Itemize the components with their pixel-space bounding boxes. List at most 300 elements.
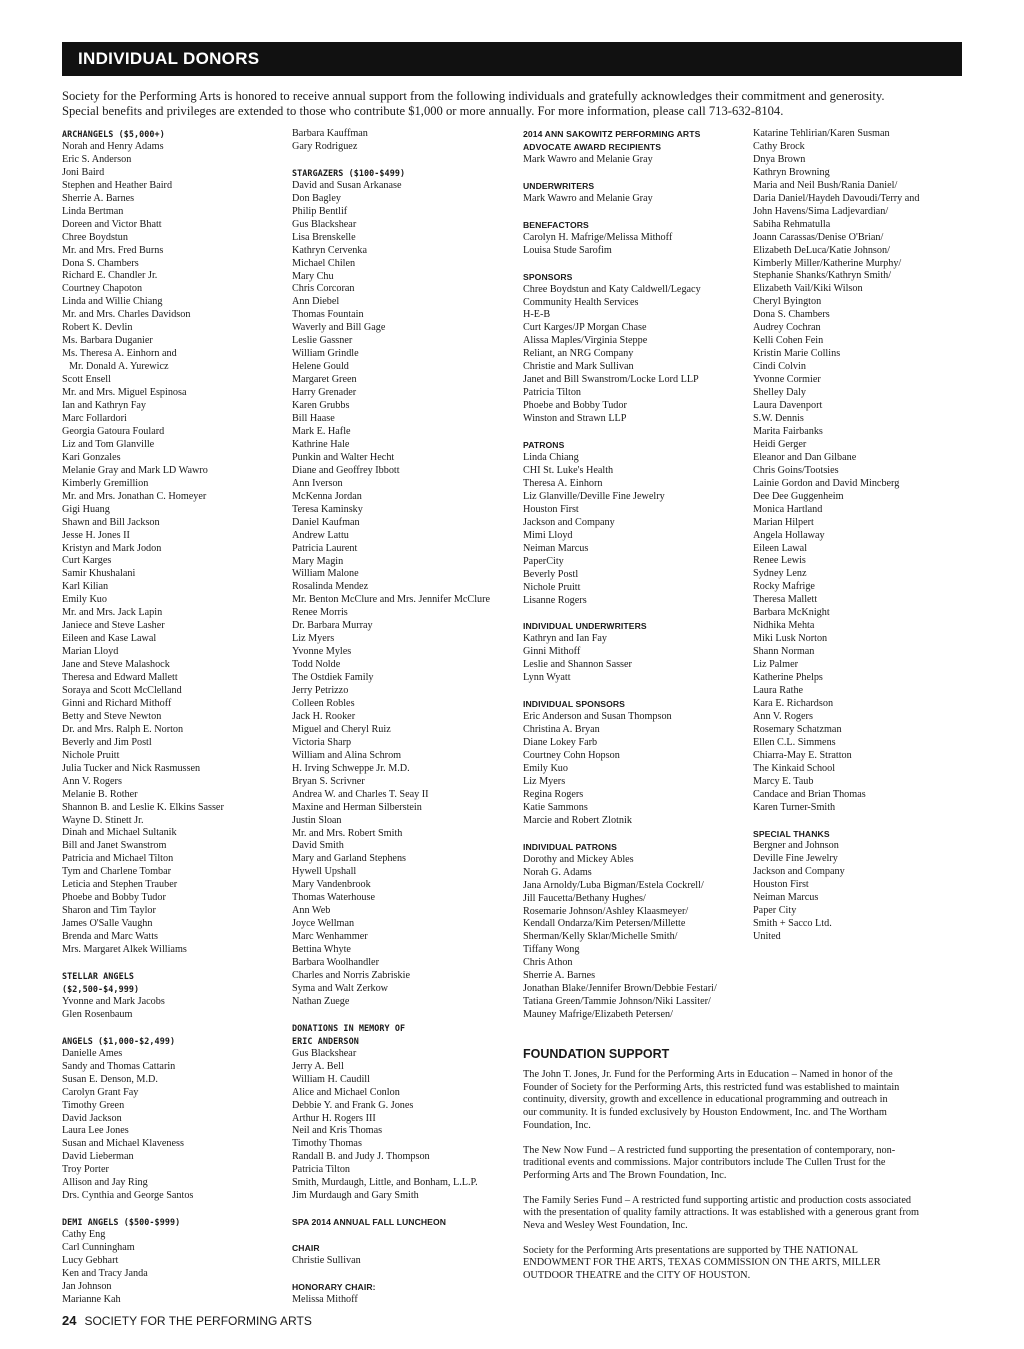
donor-name: Margaret Green (292, 374, 357, 386)
donor-name: Punkin and Walter Hecht (292, 451, 395, 463)
donor-name: Smith, Murdaugh, Little, and Bonham, L.L.P. (292, 1177, 478, 1189)
donor-name: Don Bagley (292, 192, 341, 204)
donor-name: Betty and Steve Newton (62, 710, 162, 722)
donor-name: Christie Sullivan (292, 1255, 361, 1267)
donor-name: Kimberly Gremillion (62, 477, 149, 489)
donor-name: Neiman Marcus (753, 892, 819, 904)
donor-column-2 (292, 128, 514, 1307)
paragraph-line: ENDOWMENT FOR THE ARTS, TEXAS COMMISSION ON THE ARTS, MILLER (523, 1257, 881, 1269)
donor-name: Syma and Walt Zerkow (292, 982, 389, 994)
donor-name: Andrea W. and Charles T. Seay II (292, 788, 429, 800)
donor-name: Dr. and Mrs. Ralph E. Norton (62, 723, 184, 735)
foundation-paragraph (523, 1069, 963, 1133)
donor-name: Debbie Y. and Frank G. Jones (292, 1099, 414, 1111)
section-heading: STELLAR ANGELS (62, 971, 134, 981)
donor-name: Jerry A. Bell (292, 1060, 344, 1072)
donor-name: Bergner and Johnson (753, 840, 839, 852)
donor-name: Leslie Gassner (292, 335, 353, 347)
donor-name: Scott Ensell (62, 374, 111, 386)
section-heading: ARCHANGELS ($5,000+) (62, 129, 165, 139)
donor-name: Carolyn H. Mafrige/Melissa Mithoff (523, 231, 673, 243)
donor-name: James O'Salle Vaughn (62, 918, 153, 930)
donor-name: William Malone (292, 568, 359, 580)
donor-name: The Ostdiek Family (292, 672, 374, 684)
donor-name: Phoebe and Bobby Tudor (523, 400, 627, 412)
section-heading: PATRONS (523, 440, 565, 451)
donor-name: Todd Nolde (292, 659, 341, 671)
donor-name: Ken and Tracy Janda (62, 1268, 148, 1280)
donor-name: Bill Haase (292, 413, 335, 425)
donor-name: Victoria Sharp (292, 736, 352, 748)
donor-name: Ann V. Rogers (753, 710, 813, 722)
donor-name: Kari Gonzales (62, 451, 121, 463)
donor-name: Ann Web (292, 905, 331, 917)
donor-name: The Kinkaid School (753, 762, 836, 774)
section-heading: ANGELS ($1,000-$2,499) (62, 1035, 176, 1046)
donor-name: Carl Cunningham (62, 1242, 135, 1254)
donor-name: Kathryn and Ian Fay (523, 633, 608, 645)
donor-name: Linda Bertman (62, 205, 124, 217)
donor-name: Mr. and Mrs. Jonathan C. Homeyer (62, 490, 207, 502)
donor-name: David Smith (292, 840, 344, 852)
donor-name: Jana Arnoldy/Luba Bigman/Estela Cockrell/ (523, 879, 704, 891)
foundation-paragraphs (523, 1069, 963, 1283)
donor-name: Gus Blackshear (292, 1047, 357, 1059)
donor-name: Susan E. Denson, M.D. (62, 1073, 158, 1085)
donor-name: Ellen C.L. Simmens (753, 736, 836, 748)
donor-name: Samir Khushalani (62, 568, 136, 580)
section-heading: ($2,500-$4,999) (62, 983, 140, 994)
donor-name: Lynn Wyatt (523, 672, 571, 684)
donor-section (523, 439, 745, 607)
foundation-support (523, 1046, 963, 1295)
donor-name: Beverly Postl (523, 568, 579, 580)
donor-name: Gus Blackshear (292, 218, 357, 230)
donor-name: Daria Daniel/Haydeh Davoudi/Terry and (753, 192, 920, 204)
donor-name: Neiman Marcus (523, 542, 589, 554)
donor-name: Nathan Zuege (292, 995, 350, 1007)
donor-name: Sherrie A. Barnes (62, 192, 135, 204)
donor-name: PaperCity (523, 555, 564, 567)
donor-name: Sydney Lenz (753, 568, 807, 580)
donor-name: Leticia and Stephen Trauber (62, 879, 178, 891)
donor-name: Deville Fine Jewelry (753, 853, 838, 865)
donor-section (523, 219, 745, 258)
section-heading: SPECIAL THANKS (753, 828, 830, 839)
donor-name: Melissa Mithoff (292, 1294, 358, 1306)
donor-name: Dnya Brown (753, 153, 806, 165)
donor-name: Rocky Mafrige (753, 581, 815, 593)
donor-name: Melanie B. Rother (62, 788, 138, 800)
donor-section (292, 1281, 514, 1307)
section-heading: STARGAZERS ($100-$499) (292, 167, 406, 178)
donor-name: Cathy Eng (62, 1229, 106, 1241)
donor-name: Andrew Lattu (292, 529, 349, 541)
donor-name: Kathryn Cervenka (292, 244, 367, 256)
section-heading: 2014 ANN SAKOWITZ PERFORMING ARTS (523, 129, 701, 139)
donor-name: Theresa A. Einhorn (523, 477, 603, 489)
donor-name: Alice and Michael Conlon (292, 1086, 400, 1098)
donor-name: Norah and Henry Adams (62, 140, 164, 152)
donor-name: Jack H. Rooker (292, 710, 356, 722)
donor-name: Liz Palmer (753, 659, 798, 671)
donor-name: Glen Rosenbaum (62, 1008, 133, 1020)
section-heading: INDIVIDUAL UNDERWRITERS (523, 621, 647, 632)
donor-name: Mary Chu (292, 270, 334, 282)
donor-name: Nidhika Mehta (753, 620, 815, 632)
donor-name: Curt Karges/JP Morgan Chase (523, 322, 647, 334)
donor-name: Katherine Phelps (753, 672, 823, 684)
donor-name: Mr. and Mrs. Jack Lapin (62, 607, 163, 619)
donor-name: Yvonne Cormier (753, 374, 821, 386)
donor-name: Ginni Mithoff (523, 646, 581, 658)
donor-name: Mrs. Margaret Alkek Williams (62, 944, 187, 956)
paragraph-line: continuity, diversity, growth and excellence in educational programming and outreach in (523, 1094, 888, 1106)
donor-name: Norah G. Adams (523, 866, 592, 878)
paragraph-line: Society for the Performing Arts presentations are supported by THE NATIONAL (523, 1244, 858, 1256)
donor-name: Smith + Sacco Ltd. (753, 918, 832, 930)
donor-name: Regina Rogers (523, 788, 584, 800)
donor-name: Georgia Gatoura Foulard (62, 425, 165, 437)
donor-name: Miki Lusk Norton (753, 633, 828, 645)
donor-name: Phoebe and Bobby Tudor (62, 892, 166, 904)
donor-name: Rosalinda Mendez (292, 581, 369, 593)
donor-name: Dona S. Chambers (62, 257, 139, 269)
donor-name: David Lieberman (62, 1151, 134, 1163)
donor-name: Audrey Cochran (753, 322, 821, 334)
section-heading: BENEFACTORS (523, 219, 589, 230)
donor-name: Lainie Gordon and David Mincberg (753, 477, 900, 489)
paragraph-line: Performing Arts and The Brown Foundation, Inc. (523, 1169, 727, 1181)
donor-name: Justin Sloan (292, 814, 342, 826)
donor-name: Emily Kuo (523, 762, 568, 774)
donor-name: Liz Glanville/Deville Fine Jewelry (523, 490, 665, 502)
donor-name: Julia Tucker and Nick Rasmussen (62, 762, 201, 774)
donor-name: Shannon B. and Leslie K. Elkins Sasser (62, 801, 224, 813)
paragraph-line: with the presentation of quality family attractions. It was established with a generous grant from (523, 1207, 920, 1219)
donor-name: S.W. Dennis (753, 412, 804, 424)
donor-name: Marian Lloyd (62, 646, 119, 658)
section-heading: ADVOCATE AWARD RECIPIENTS (523, 141, 662, 152)
donor-name: Laura Lee Jones (62, 1125, 129, 1137)
donor-section (523, 620, 745, 685)
donor-name: Bettina Whyte (292, 944, 351, 956)
donor-name: Ann Diebel (292, 296, 340, 308)
donor-name: Leslie and Shannon Sasser (523, 659, 632, 671)
donor-name: Patricia Tilton (523, 387, 582, 399)
donor-name: Dinah and Michael Sultanik (62, 827, 177, 839)
donor-name: William and Alina Schrom (292, 749, 402, 761)
section-heading: DONATIONS IN MEMORY OF (292, 1022, 406, 1033)
donor-section (523, 698, 745, 828)
donor-name: Tym and Charlene Tombar (62, 866, 172, 878)
donor-name: Carolyn Grant Fay (62, 1086, 139, 1098)
donor-section (753, 128, 963, 815)
donor-name: Beverly and Jim Postl (62, 736, 152, 748)
donor-name: Susan and Michael Klaveness (62, 1138, 184, 1150)
donor-column-1 (62, 128, 284, 1307)
donor-name: Bill and Janet Swanstrom (62, 840, 167, 852)
donor-name: Eileen Lawal (753, 542, 808, 554)
donor-name: Allison and Jay Ring (62, 1177, 148, 1189)
donor-name: Patricia Tilton (292, 1164, 351, 1176)
donor-name: Mr. and Mrs. Miguel Espinosa (62, 387, 187, 399)
donor-name: Kathryn Browning (753, 166, 830, 178)
donor-name: Soraya and Scott McClelland (62, 684, 182, 696)
donor-name: Elizabeth Vail/Kiki Wilson (753, 283, 863, 295)
donor-name: Chiarra-May E. Stratton (753, 749, 852, 761)
donor-name: Teresa Kaminsky (292, 503, 363, 515)
donor-name: Tiffany Wong (523, 944, 580, 956)
donor-name: Eileen and Kase Lawal (62, 633, 157, 645)
donor-name: Philip Bentlif (292, 205, 348, 217)
donor-name: Candace and Brian Thomas (753, 788, 866, 800)
donor-name: Theresa and Edward Mallett (62, 672, 178, 684)
donor-name: Sharon and Tim Taylor (62, 905, 156, 917)
donor-name: Marc Follardori (62, 412, 127, 424)
donor-name: Nichole Pruitt (62, 749, 120, 761)
donor-name: H. Irving Schweppe Jr. M.D. (292, 762, 410, 774)
donor-name: Miguel and Cheryl Ruiz (292, 723, 391, 735)
donor-name: Dr. Barbara Murray (292, 620, 373, 632)
donor-name: Courtney Cohn Hopson (523, 750, 620, 762)
donor-name: Jesse H. Jones II (62, 529, 130, 541)
donor-name: Robert K. Devlin (62, 322, 133, 334)
donor-name: Linda and Willie Chiang (62, 296, 163, 308)
donor-name: Dorothy and Mickey Ables (523, 853, 634, 865)
donor-name: Randall B. and Judy J. Thompson (292, 1151, 430, 1163)
donor-name: David Jackson (62, 1112, 122, 1124)
donor-name: Timothy Green (62, 1099, 125, 1111)
donor-name: Barbara McKnight (753, 607, 830, 619)
donor-name: Mauney Mafrige/Elizabeth Petersen/ (523, 1009, 673, 1021)
donor-name: Dee Dee Guggenheim (753, 490, 844, 502)
donor-name: Timothy Thomas (292, 1138, 362, 1150)
paragraph-line: The Family Series Fund – A restricted fund supporting artistic and production costs associated (523, 1194, 912, 1206)
donor-section (523, 128, 745, 167)
page-footer (62, 1313, 312, 1329)
donor-name: Neil and Kris Thomas (292, 1125, 383, 1137)
donor-section (292, 128, 514, 154)
donor-name: Lisa Brenskelle (292, 231, 356, 243)
paragraph-line: The New Now Fund – A restricted fund supporting the presentation of contemporary, non- (523, 1144, 896, 1156)
donor-name: Linda Chiang (523, 452, 579, 464)
donor-name: Joann Carassas/Denise O'Brian/ (753, 231, 884, 243)
donor-name: Charles and Norris Zabriskie (292, 970, 410, 981)
donor-name: Dona S. Chambers (753, 309, 830, 321)
paragraph-line: Founder of Society for the Performing Arts, this restricted fund was established to maintain (523, 1081, 900, 1093)
donor-name: Yvonne Myles (292, 646, 352, 658)
donor-name: Theresa Mallett (753, 594, 818, 606)
donor-section (292, 1022, 514, 1203)
donor-name: Marianne Kah (62, 1293, 121, 1305)
donor-name: Sandy and Thomas Cattarin (62, 1060, 176, 1072)
donor-name: Christina A. Bryan (523, 724, 600, 736)
donor-name: Diane Lokey Farb (523, 737, 598, 749)
intro-line: Society for the Performing Arts is honored to receive annual support from the following individuals and gratefully acknowledges their commitment and generosity. (62, 89, 885, 103)
donor-section (523, 180, 745, 206)
donor-column-3 (523, 128, 745, 1022)
donor-name: Hywell Upshall (292, 866, 357, 878)
donor-name: Waverly and Bill Gage (292, 322, 386, 334)
donor-name: Mark Wawro and Melanie Gray (523, 153, 653, 165)
donor-name: Katie Sammons (523, 801, 588, 813)
paragraph-line: The John T. Jones, Jr. Fund for the Performing Arts in Education – Named in honor of the (523, 1069, 893, 1080)
donor-name: William H. Caudill (292, 1073, 370, 1085)
paragraph-line: OUTDOOR THEATRE and the CITY OF HOUSTON. (523, 1270, 751, 1282)
section-heading: DEMI ANGELS ($500-$999) (62, 1217, 181, 1228)
donor-section (62, 970, 284, 1022)
donor-name: Janiece and Steve Lasher (62, 620, 165, 632)
donor-name: Janet and Bill Swanstrom/Locke Lord LLP (523, 374, 699, 386)
donor-name: Gary Rodriguez (292, 140, 358, 152)
donor-name: Stephanie Shanks/Kathryn Smith/ (753, 270, 892, 282)
publication-name: SOCIETY FOR THE PERFORMING ARTS (84, 1314, 312, 1328)
donor-section (523, 271, 745, 426)
donor-name: H-E-B (523, 309, 551, 321)
donor-name: Karl Kilian (62, 581, 109, 593)
donor-name: Barbara Woolhandler (292, 957, 379, 969)
donor-name: Renee Lewis (753, 555, 806, 567)
section-heading: ERIC ANDERSON (292, 1035, 359, 1046)
donor-name: Thomas Waterhouse (292, 892, 376, 904)
donor-name: Louisa Stude Sarofim (523, 244, 612, 256)
donor-name: Cindi Colvin (753, 361, 806, 373)
section-heading: SPONSORS (523, 271, 573, 282)
page-number: 24 (62, 1313, 77, 1328)
donor-name: Houston First (523, 503, 579, 515)
donor-name: Marc Wenhammer (292, 931, 368, 943)
donor-name: Ms. Barbara Duganier (62, 335, 153, 347)
donor-name: Eric Anderson and Susan Thompson (523, 711, 672, 723)
donor-name: Arthur H. Rogers III (292, 1112, 376, 1124)
donor-name: Katarine Tehlirian/Karen Susman (753, 128, 890, 139)
donor-name: Christie and Mark Sullivan (523, 361, 634, 373)
donor-name: Troy Porter (62, 1164, 109, 1176)
donor-name: Michael Chilen (292, 257, 356, 269)
donor-name: Ms. Theresa A. Einhorn and (62, 348, 177, 360)
donor-name: Mimi Lloyd (523, 529, 573, 541)
donor-name: Karen Grubbs (292, 400, 350, 412)
donor-name: Cathy Brock (753, 140, 805, 152)
donor-name: Richard E. Chandler Jr. (62, 270, 158, 282)
donor-name: Rosemary Schatzman (753, 723, 842, 735)
donor-name: Shawn and Bill Jackson (62, 516, 160, 528)
donor-section (62, 128, 284, 957)
donor-section (523, 841, 745, 1022)
intro-text (62, 89, 962, 119)
donor-name: Marcie and Robert Zlotnik (523, 814, 632, 826)
donor-name: Renee Morris (292, 607, 348, 619)
banner-title: INDIVIDUAL DONORS (78, 49, 260, 68)
donor-name: Maria and Neil Bush/Rania Daniel/ (753, 179, 898, 191)
section-heading: INDIVIDUAL PATRONS (523, 841, 617, 852)
donor-name: Mark Wawro and Melanie Gray (523, 192, 653, 204)
donor-name: Jan Johnson (62, 1280, 112, 1292)
donor-name: Laura Davenport (753, 400, 823, 412)
donor-name: Mr. Donald A. Yurewicz (69, 361, 169, 373)
section-heading: SPA 2014 ANNUAL FALL LUNCHEON (292, 1217, 447, 1228)
donor-name: Gigi Huang (62, 503, 110, 515)
donor-name: Chree Boydstun (62, 231, 128, 243)
donor-name: CHI St. Luke's Health (523, 464, 614, 476)
donor-name: Sherrie A. Barnes (523, 970, 596, 982)
donor-name: Mr. and Mrs. Robert Smith (292, 827, 403, 839)
donor-name: Patricia Laurent (292, 542, 358, 554)
paragraph-line: Neva and Wesley West Foundation, Inc. (523, 1220, 688, 1232)
donor-name: Mark E. Hafle (292, 425, 351, 437)
donor-name: Daniel Kaufman (292, 516, 360, 528)
donor-name: Lisanne Rogers (523, 594, 587, 606)
donor-name: Jane and Steve Malashock (62, 659, 170, 671)
donor-name: Doreen and Victor Bhatt (62, 218, 162, 230)
donor-section (292, 1216, 514, 1229)
donor-name: Shelley Daly (753, 387, 806, 399)
donor-name: Nichole Pruitt (523, 581, 581, 593)
donor-name: Yvonne and Mark Jacobs (62, 995, 165, 1007)
donor-name: Eleanor and Dan Gilbane (753, 451, 857, 463)
donor-name: Chris Goins/Tootsies (753, 464, 839, 476)
donor-name: Marcy E. Taub (753, 775, 814, 787)
donor-name: Kelli Cohen Fein (753, 335, 824, 347)
section-heading: INDIVIDUAL SPONSORS (523, 699, 626, 710)
donor-name: Bryan S. Scrivner (292, 775, 365, 787)
paragraph-line: traditional events and commissions. Major contributors include The Cullen Trust for the (523, 1157, 886, 1169)
donor-name: Mr. Benton McClure and Mrs. Jennifer McClure (292, 594, 491, 606)
donor-name: Kathrine Hale (292, 438, 350, 450)
donor-name: Paper City (753, 905, 797, 917)
donor-name: Jim Murdaugh and Gary Smith (292, 1190, 419, 1202)
donor-name: Marita Fairbanks (753, 425, 823, 437)
donor-name: Shann Norman (753, 646, 815, 658)
donor-name: United (753, 931, 781, 943)
donor-name: Kristin Marie Collins (753, 348, 841, 360)
paragraph-line: Foundation, Inc. (523, 1119, 591, 1131)
donor-name: Patricia and Michael Tilton (62, 853, 174, 865)
donor-name: Emily Kuo (62, 594, 107, 606)
donor-name: Cheryl Byington (753, 296, 822, 308)
donor-name: Jackson and Company (753, 866, 845, 878)
donor-name: Colleen Robles (292, 697, 355, 709)
donor-name: Jerry Petrizzo (292, 685, 349, 697)
donor-name: Mary Vandenbrook (292, 879, 371, 891)
donor-name: David and Susan Arkanase (292, 179, 402, 191)
donor-name: Mary Magin (292, 555, 344, 567)
donor-name: Elizabeth DeLuca/Katie Johnson/ (753, 244, 890, 256)
donor-name: Angela Hollaway (753, 529, 825, 541)
donor-name: Karen Turner-Smith (753, 801, 836, 813)
donor-name: Curt Karges (62, 555, 112, 567)
donor-name: Laura Rathe (753, 684, 804, 696)
donor-name: Kara E. Richardson (753, 697, 834, 709)
section-heading: UNDERWRITERS (523, 180, 595, 191)
donor-name: Brenda and Marc Watts (62, 931, 159, 943)
donor-section (62, 1035, 284, 1203)
donor-name: Chris Corcoran (292, 283, 355, 295)
donor-section (753, 828, 963, 945)
foundation-paragraph (523, 1245, 963, 1283)
donor-name: Monica Hartland (753, 503, 823, 515)
foundation-paragraph (523, 1195, 963, 1233)
donor-name: Barbara Kauffman (292, 128, 368, 139)
donor-name: Kristyn and Mark Jodon (62, 542, 162, 554)
donor-name: Reliant, an NRG Company (523, 348, 634, 360)
donor-name: Tatiana Green/Tammie Johnson/Niki Lassiter/ (523, 996, 711, 1008)
donor-name: Lucy Gebhart (62, 1255, 119, 1267)
donor-name: Sabiha Rehmatulla (753, 218, 831, 230)
donor-name: Thomas Fountain (292, 309, 364, 321)
foundation-paragraph (523, 1145, 963, 1183)
